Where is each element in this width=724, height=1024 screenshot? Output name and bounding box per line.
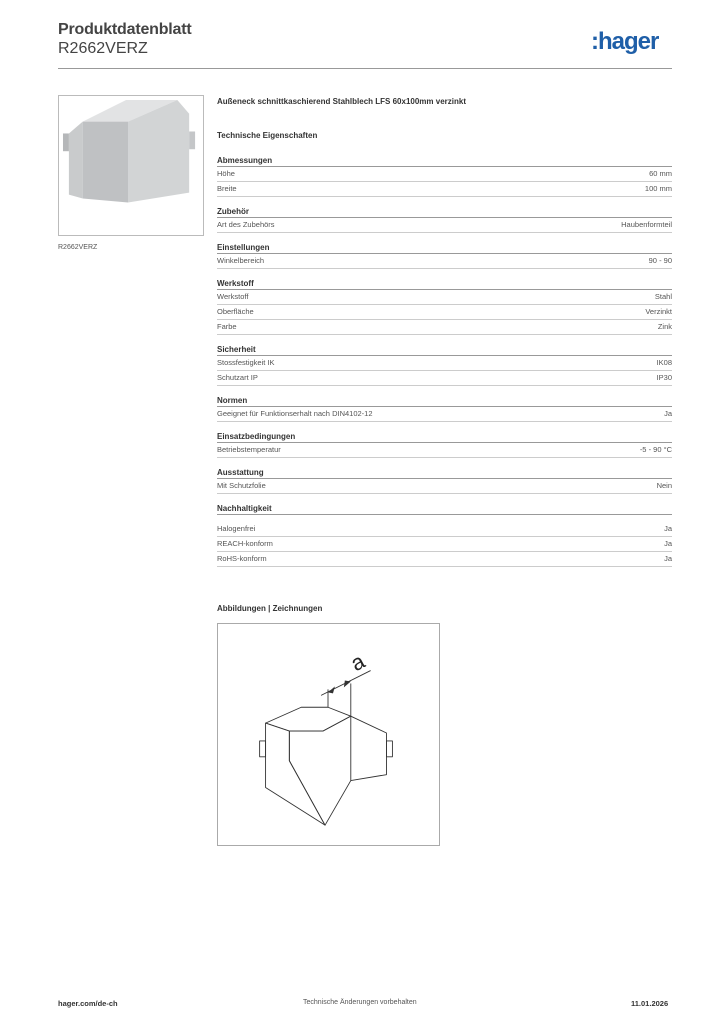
spec-row	[217, 182, 672, 197]
spec-row	[217, 552, 672, 567]
spec-label: REACH-konform	[217, 539, 273, 548]
spec-value: Ja	[664, 554, 672, 563]
corner-piece-drawing	[218, 624, 439, 845]
spec-row	[217, 537, 672, 552]
technical-properties-heading: Technische Eigenschaften	[217, 131, 318, 140]
spec-value: Ja	[664, 524, 672, 533]
spec-value: Stahl	[654, 292, 672, 301]
spec-section-title: Abmessungen	[217, 155, 672, 167]
spec-section-title: Zubehör	[217, 206, 672, 218]
spec-label: Schutzart IP	[217, 373, 258, 382]
specs-table	[217, 155, 672, 576]
spec-row	[217, 443, 672, 458]
product-code: R2662VERZ	[58, 40, 148, 57]
spec-section	[217, 431, 672, 458]
footer-date: 11.01.2026	[631, 999, 669, 1008]
corner-piece-photo	[59, 96, 203, 235]
page-title: Produktdatenblatt	[58, 21, 192, 38]
spec-label: Art des Zubehörs	[217, 220, 275, 229]
spec-row	[217, 522, 672, 537]
spec-label: Farbe	[217, 322, 237, 331]
spec-section-title: Ausstattung	[217, 467, 672, 479]
hager-logo-text: :hager	[591, 28, 659, 55]
spec-value: Nein	[656, 481, 672, 490]
spec-label: Halogenfrei	[217, 524, 256, 533]
spec-label: RoHS-konform	[217, 554, 267, 563]
spec-section	[217, 395, 672, 422]
drawings-heading: Abbildungen | Zeichnungen	[217, 604, 323, 613]
spec-section-title: Sicherheit	[217, 344, 672, 356]
spec-row	[217, 479, 672, 494]
image-caption: R2662VERZ	[58, 244, 98, 251]
spec-label: Höhe	[217, 169, 235, 178]
spec-label: Stossfestigkeit IK	[217, 358, 275, 367]
spec-row	[217, 254, 672, 269]
spec-row	[217, 356, 672, 371]
spec-section	[217, 344, 672, 386]
spec-row	[217, 218, 672, 233]
spec-label: Geeignet für Funktionserhalt nach DIN4102-12	[217, 409, 373, 418]
spec-value: Verzinkt	[645, 307, 672, 316]
product-image	[58, 95, 204, 236]
spec-section-title: Einsatzbedingungen	[217, 431, 672, 443]
technical-drawing	[217, 623, 440, 846]
spec-value: Ja	[664, 409, 672, 418]
spec-row	[217, 407, 672, 422]
footer-notice: Technische Änderungen vorbehalten	[303, 999, 417, 1006]
spec-section	[217, 155, 672, 197]
spec-row	[217, 290, 672, 305]
dimension-label: a	[346, 648, 369, 676]
spec-section	[217, 467, 672, 494]
spec-value: 90 - 90	[648, 256, 672, 265]
hager-logo	[591, 25, 675, 59]
spec-value: Haubenformteil	[621, 220, 672, 229]
footer-url: hager.com/de-ch	[58, 999, 118, 1008]
product-description: Außeneck schnittkaschierend Stahlblech LFS 60x100mm verzinkt	[217, 97, 466, 106]
spec-section-title: Werkstoff	[217, 278, 672, 290]
spec-section	[217, 242, 672, 269]
header-divider	[58, 68, 672, 69]
spec-row	[217, 371, 672, 386]
spec-section-title: Normen	[217, 395, 672, 407]
spec-section	[217, 278, 672, 335]
spec-label: Mit Schutzfolie	[217, 481, 266, 490]
spec-row	[217, 320, 672, 335]
spec-row	[217, 305, 672, 320]
spec-section	[217, 503, 672, 567]
spec-row	[217, 167, 672, 182]
spec-label: Winkelbereich	[217, 256, 265, 265]
spec-label: Betriebstemperatur	[217, 445, 281, 454]
spec-label: Oberfläche	[217, 307, 254, 316]
spec-section	[217, 206, 672, 233]
spec-section-title: Einstellungen	[217, 242, 672, 254]
spec-value: 100 mm	[644, 184, 672, 193]
spec-section-title: Nachhaltigkeit	[217, 503, 672, 515]
spec-value: Zink	[657, 322, 672, 331]
spec-value: -5 - 90 °C	[639, 445, 672, 454]
spec-value: IP30	[656, 373, 672, 382]
spec-label: Werkstoff	[217, 292, 249, 301]
spec-value: Ja	[664, 539, 672, 548]
spec-label: Breite	[217, 184, 237, 193]
spec-value: IK08	[656, 358, 672, 367]
spec-value: 60 mm	[649, 169, 672, 178]
